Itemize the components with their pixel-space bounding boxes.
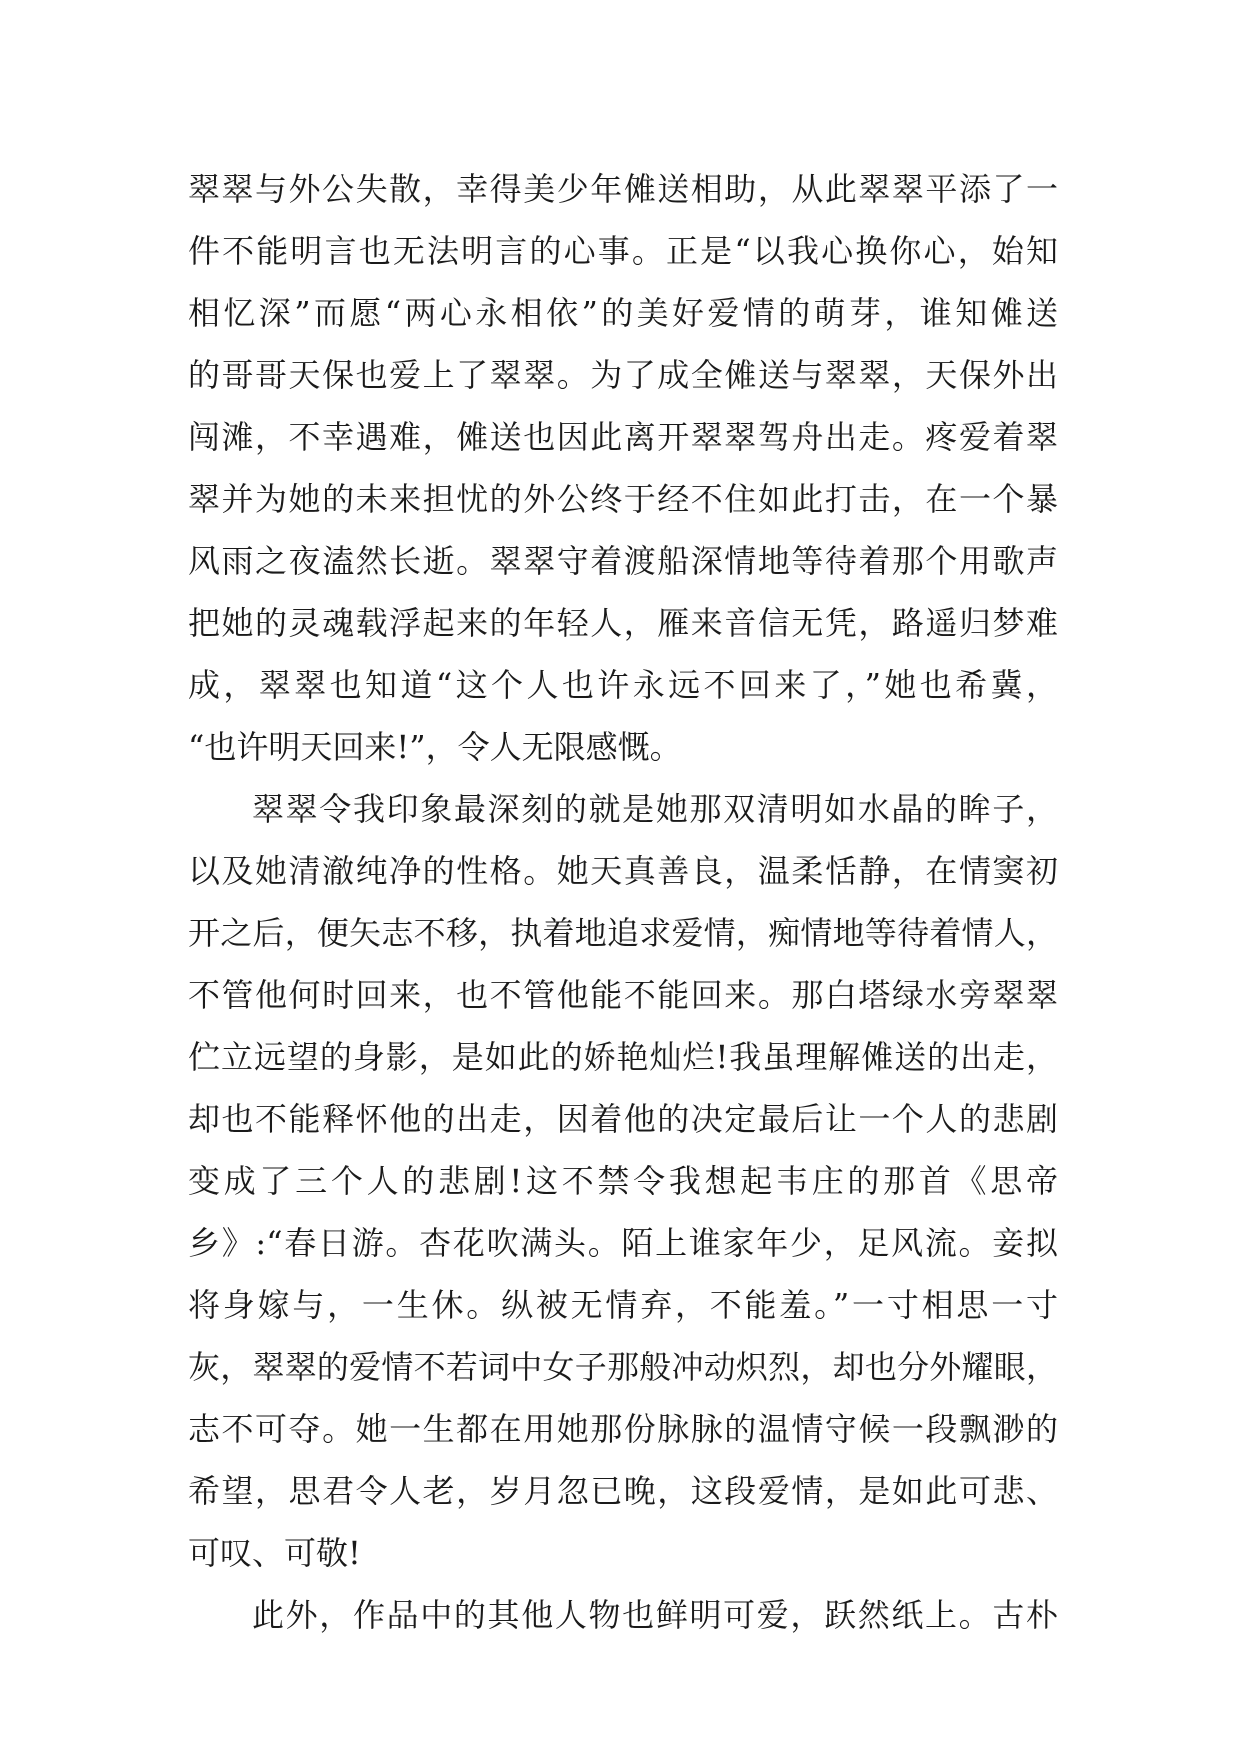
text-line: 希望，思君令人老，岁月忽已晚，这段爱情，是如此可悲、 bbox=[188, 1472, 1058, 1510]
text-line: 以及她清澈纯净的性格。她天真善良，温柔恬静，在情窦初 bbox=[188, 852, 1058, 890]
text-line: 不管他何时回来，也不管他能不能回来。那白塔绿水旁翠翠 bbox=[188, 976, 1058, 1014]
text-line: 成，翠翠也知道“这个人也许永远不回来了，”她也希冀， bbox=[188, 666, 1058, 704]
body-text bbox=[188, 158, 1058, 1646]
text-line: 变成了三个人的悲剧!这不禁令我想起韦庄的那首《思帝 bbox=[188, 1162, 1058, 1200]
text-line: 翠翠令我印象最深刻的就是她那双清明如水晶的眸子， bbox=[252, 790, 1058, 828]
text-line: 此外，作品中的其他人物也鲜明可爱，跃然纸上。古朴 bbox=[252, 1596, 1058, 1634]
text-line: 翠并为她的未来担忧的外公终于经不住如此打击，在一个暴 bbox=[188, 480, 1058, 518]
text-line: 将身嫁与，一生休。纵被无情弃，不能羞。”一寸相思一寸 bbox=[188, 1286, 1058, 1324]
text-line: 可叹、可敬! bbox=[188, 1534, 361, 1572]
text-line: “也许明天回来!”，令人无限感慨。 bbox=[188, 728, 682, 766]
text-line: 灰，翠翠的爱情不若词中女子那般冲动炽烈，却也分外耀眼， bbox=[188, 1348, 1058, 1386]
text-line: 闯滩，不幸遇难，傩送也因此离开翠翠驾舟出走。疼爱着翠 bbox=[188, 418, 1058, 456]
text-line: 翠翠与外公失散，幸得美少年傩送相助，从此翠翠平添了一 bbox=[188, 170, 1058, 208]
text-line: 的哥哥天保也爱上了翠翠。为了成全傩送与翠翠，天保外出 bbox=[188, 356, 1058, 394]
text-line: 把她的灵魂载浮起来的年轻人，雁来音信无凭，路遥归梦难 bbox=[188, 604, 1058, 642]
text-line: 相忆深”而愿“两心永相依”的美好爱情的萌芽，谁知傩送 bbox=[188, 294, 1058, 332]
text-line: 志不可夺。她一生都在用她那份脉脉的温情守候一段飘渺的 bbox=[188, 1410, 1058, 1448]
text-line: 开之后，便矢志不移，执着地追求爱情，痴情地等待着情人， bbox=[188, 914, 1058, 952]
text-line: 却也不能释怀他的出走，因着他的决定最后让一个人的悲剧 bbox=[188, 1100, 1058, 1138]
text-line: 伫立远望的身影，是如此的娇艳灿烂!我虽理解傩送的出走， bbox=[188, 1038, 1058, 1076]
text-line: 件不能明言也无法明言的心事。正是“以我心换你心，始知 bbox=[188, 232, 1058, 270]
text-line: 乡》:“春日游。杏花吹满头。陌上谁家年少，足风流。妾拟 bbox=[188, 1224, 1058, 1262]
text-line: 风雨之夜溘然长逝。翠翠守着渡船深情地等待着那个用歌声 bbox=[188, 542, 1058, 580]
